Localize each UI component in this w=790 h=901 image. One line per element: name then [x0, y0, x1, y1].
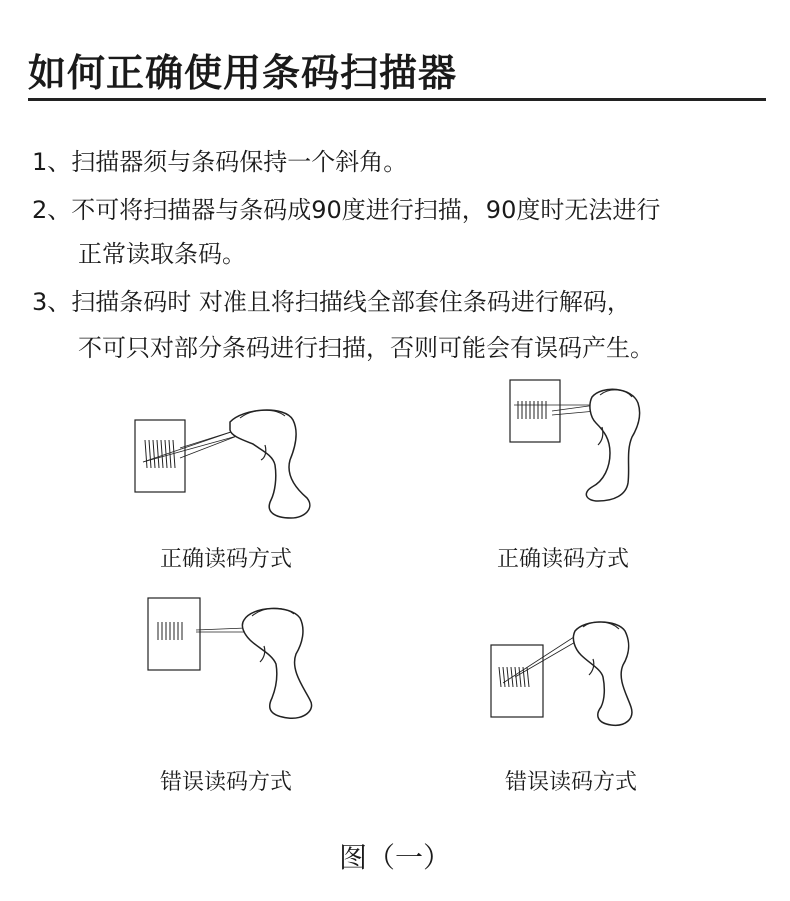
page-title: 如何正确使用条码扫描器	[28, 51, 458, 95]
caption-correct-2: 正确读码方式	[497, 547, 630, 572]
scanner-body	[242, 608, 311, 718]
scan-beam	[196, 628, 246, 632]
scanner-trigger	[598, 427, 603, 445]
title-underline	[28, 98, 766, 101]
caption-wrong-1: 错误读码方式	[160, 770, 293, 795]
caption-wrong-2: 错误读码方式	[505, 770, 638, 795]
correct-scan-illustration-2	[500, 375, 670, 515]
instruction-3-line-2: 不可只对部分条码进行扫描，否则可能会有误码产生。	[78, 334, 654, 362]
wrong-scan-illustration-2	[485, 615, 665, 735]
scanner-body	[573, 622, 631, 725]
barcode-lines	[158, 622, 182, 640]
instruction-1: 1、扫描器须与条码保持一个斜角。	[32, 148, 408, 176]
instruction-2-line-1: 2、不可将扫描器与条码成90度进行扫描，90度时无法进行	[32, 196, 661, 224]
wrong-scan-illustration-1	[140, 592, 330, 732]
barcode-paper	[491, 645, 543, 717]
instruction-3-line-1: 3、扫描条码时 对准且将扫描线全部套住条码进行解码，	[32, 288, 631, 316]
instruction-2-line-2: 正常读取条码。	[78, 240, 246, 268]
figure-caption: 图（一）	[338, 841, 451, 874]
correct-scan-illustration-1	[125, 400, 325, 530]
scanner-body	[586, 389, 639, 501]
scanner-body	[230, 410, 310, 518]
caption-correct-1: 正确读码方式	[160, 547, 293, 572]
